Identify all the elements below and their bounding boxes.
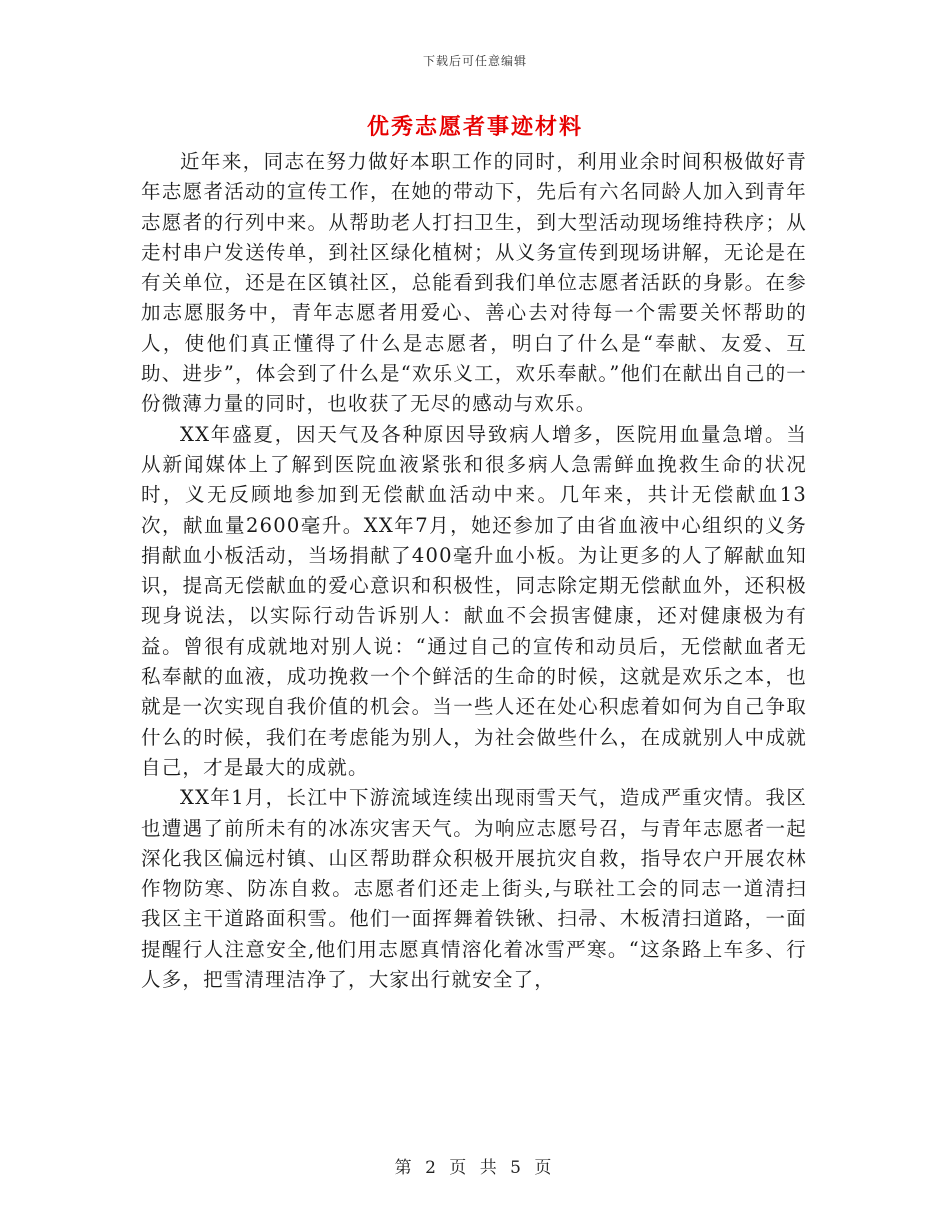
paragraph-snow-disaster: XX年1月，长江中下游流域连续出现雨雪天气，造成严重灾情。我区也遭遇了前所未有的冰冻灾害天气。为响应志愿号召，与青年志愿者一起深化我区偏远村镇、山区帮助群众积极开展抗灾自救，指导农户开展农林作物防寒、防冻自救。志愿者们还走上街头,与联社工会的同志一道清扫我区主干道路面积雪。他们一面挥舞着铁锹、扫帚、木板清扫道路，一面提醒行人注意安全,他们用志愿真情溶化着冰雪严寒。“这条路上车多、行人多，把雪清理洁净了，大家出行就安全了， (141, 786, 807, 992)
document-title: 优秀志愿者事迹材料 (366, 114, 583, 140)
paragraph-volunteer-activities: 近年来，同志在努力做好本职工作的同时，利用业余时间积极做好青年志愿者活动的宣传工作，在她的带动下，先后有六名同龄人加入到青年志愿者的行列中来。从帮助老人打扫卫生，到大型活动现场维持秩序；从走村串户发送传单，到社区绿化植树；从义务宣传到现场讲解，无论是在有关单位，还是在区镇社区，总能看到我们单位志愿者活跃的身影。在参加志愿服务中，青年志愿者用爱心、善心去对待每一个需要关怀帮助的人，使他们真正懂得了什么是志愿者，明白了什么是“奉献、友爱、互助、进步”，体会到了什么是“欢乐义工，欢乐奉献。”他们在献出自己的一份微薄力量的同时，也收获了无尽的感动与欢乐。 (141, 150, 807, 416)
page-number-footer: 第 2 页 共 5 页 (394, 1158, 556, 1178)
paragraph-blood-donation: XX年盛夏，因天气及各种原因导致病人增多，医院用血量急增。当从新闻媒体上了解到医院血液紧张和很多病人急需鲜血挽救生命的状况时，义无反顾地参加到无偿献血活动中来。几年来，共计无偿献血13次，献血量2600毫升。XX年7月，她还参加了由省血液中心组织的义务捐献血小板活动，当场捐献了400毫升血小板。为让更多的人了解献血知识，提高无偿献血的爱心意识和积极性，同志除定期无偿献血外，还积极现身说法，以实际行动告诉别人：献血不会损害健康，还对健康极为有益。曾很有成就地对别人说：“通过自己的宣传和动员后，无偿献血者无私奉献的血液，成功挽救一个个鲜活的生命的时候，这就是欢乐之本，也就是一次实现自我价值的机会。当一些人还在处心积虑着如何为自己争取什么的时候，我们在考虑能为别人，为社会做些什么，在成就别人中成就自己，才是最大的成就。 (141, 422, 807, 779)
document-body (141, 147, 807, 995)
page-header: 下载后可任意编辑 (422, 54, 527, 68)
